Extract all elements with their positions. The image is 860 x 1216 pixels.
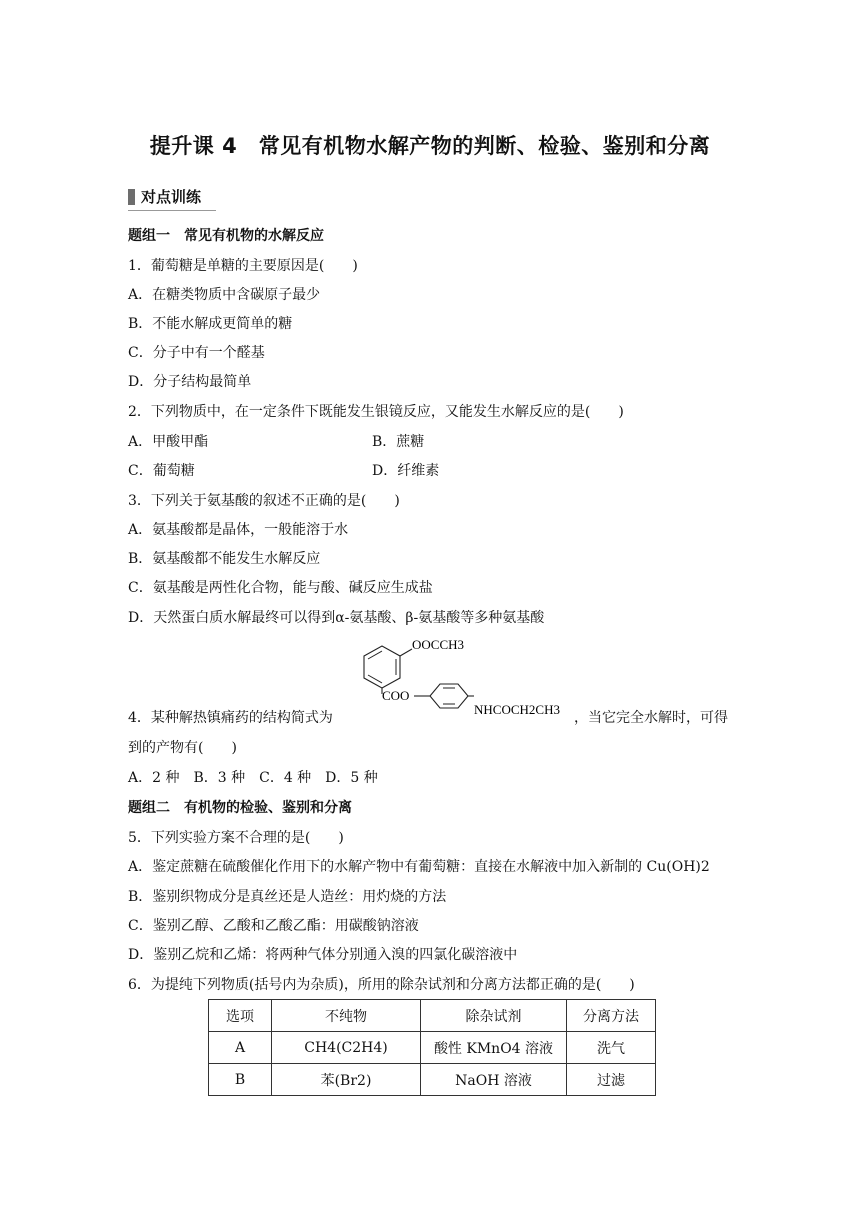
q2-stem: 2．下列物质中，在一定条件下既能发生银镜反应，又能发生水解反应的是( )	[128, 404, 624, 420]
q1-option-a: A．在糖类物质中含碳原子最少	[128, 287, 321, 303]
q3-option-d: D．天然蛋白质水解最终可以得到α-氨基酸、β-氨基酸等多种氨基酸	[128, 610, 545, 626]
q1-stem: 1．葡萄糖是单糖的主要原因是( )	[128, 258, 358, 274]
q2-option-b: B．蔗糖	[372, 434, 425, 450]
q2-option-c: C．葡萄糖	[128, 463, 195, 479]
q4-stem-cont: 到的产物有( )	[128, 740, 237, 756]
q3-option-b: B．氨基酸都不能发生水解反应	[128, 551, 321, 567]
q3-option-c: C．氨基酸是两性化合物，能与酸、碱反应生成盐	[128, 580, 433, 596]
q1-option-b: B．不能水解成更简单的糖	[128, 316, 293, 332]
table-cell: A	[209, 1032, 272, 1064]
table-cell: 过滤	[567, 1064, 656, 1096]
q2-option-d: D．纤维素	[372, 463, 440, 479]
table-cell: 洗气	[567, 1032, 656, 1064]
table-cell: 酸性 KMnO4 溶液	[421, 1032, 567, 1064]
table-cell: CH4(C2H4)	[272, 1032, 421, 1064]
q3-stem: 3．下列关于氨基酸的叙述不正确的是( )	[128, 493, 400, 509]
q4-stem-end: ，当它完全水解时，可得	[574, 710, 728, 726]
q5-option-a: A．鉴定蔗糖在硫酸催化作用下的水解产物中有葡萄糖：直接在水解液中加入新制的 Cu(OH)2	[128, 859, 710, 875]
q1-option-c: C．分子中有一个醛基	[128, 345, 265, 361]
table-header-cell: 分离方法	[567, 1000, 656, 1032]
q6-stem: 6．为提纯下列物质(括号内为杂质)，所用的除杂试剂和分离方法都正确的是( )	[128, 977, 635, 993]
table-row	[209, 1064, 656, 1096]
table-header-row	[209, 1000, 656, 1032]
structural-formula	[344, 632, 574, 724]
table-header-cell: 除杂试剂	[421, 1000, 567, 1032]
table-header-cell: 不纯物	[272, 1000, 421, 1032]
q6-table	[208, 999, 656, 1096]
table-cell: B	[209, 1064, 272, 1096]
q3-option-a: A．氨基酸都是晶体，一般能溶于水	[128, 522, 349, 538]
q5-stem: 5．下列实验方案不合理的是( )	[128, 830, 344, 846]
table-header-cell: 选项	[209, 1000, 272, 1032]
q5-option-c: C．鉴别乙醇、乙酸和乙酸乙酯：用碳酸钠溶液	[128, 918, 419, 934]
group-heading-2: 题组二 有机物的检验、鉴别和分离	[128, 800, 352, 816]
table-cell: 苯(Br2)	[272, 1064, 421, 1096]
page-title: 提升课 4 常见有机物水解产物的判断、检验、鉴别和分离	[149, 134, 711, 158]
group-heading-1: 题组一 常见有机物的水解反应	[128, 228, 324, 244]
table-row	[209, 1032, 656, 1064]
section-marker-icon	[128, 189, 135, 205]
struct-group-right: NHCOCH2CH3	[474, 702, 560, 717]
section-heading	[128, 186, 216, 211]
table-cell: NaOH 溶液	[421, 1064, 567, 1096]
struct-group-top: OOCCH3	[412, 637, 465, 652]
q4-options: A．2 种 B．3 种 C．4 种 D．5 种	[128, 770, 378, 786]
q1-option-d: D．分子结构最简单	[128, 374, 252, 390]
section-label: 对点训练	[141, 188, 202, 206]
struct-group-mid: COO	[382, 688, 410, 703]
q2-option-a: A．甲酸甲酯	[128, 434, 209, 450]
q5-option-d: D．鉴别乙烷和乙烯：将两种气体分别通入溴的四氯化碳溶液中	[128, 947, 518, 963]
q4-stem-start: 4．某种解热镇痛药的结构简式为	[128, 710, 333, 726]
q5-option-b: B．鉴别织物成分是真丝还是人造丝：用灼烧的方法	[128, 889, 447, 905]
